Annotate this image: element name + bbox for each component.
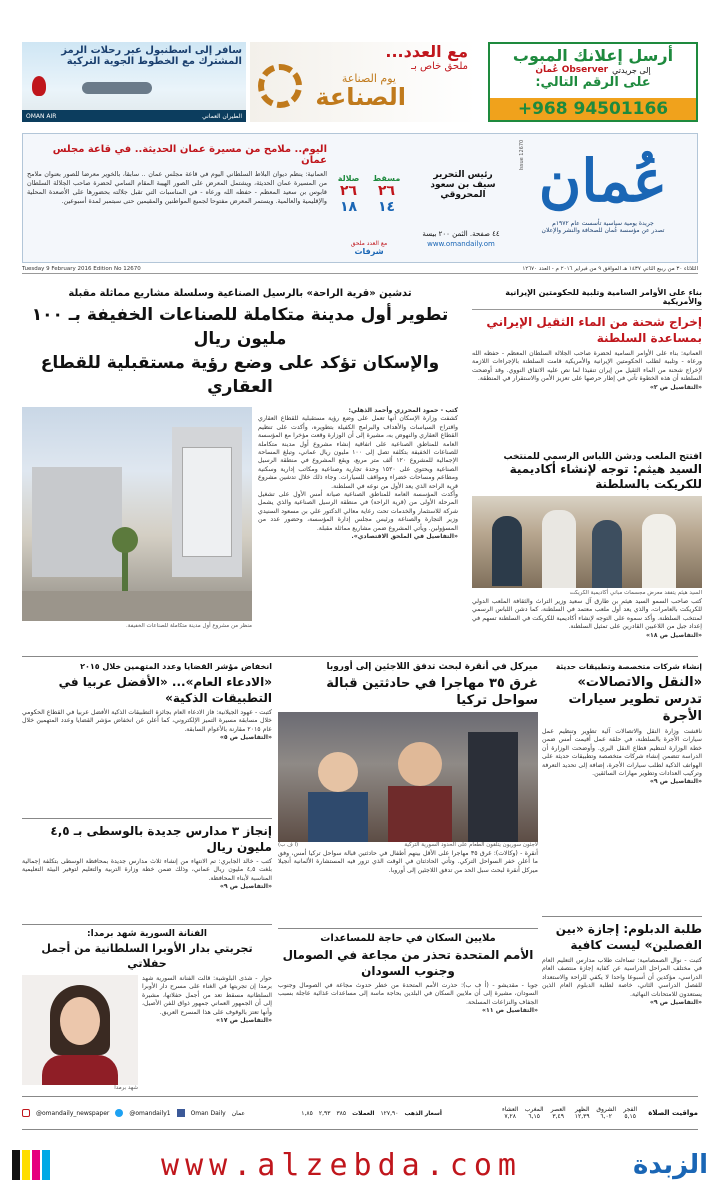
dateline-ar: الثلاثاء ٣٠ من ربيع الثاني ١٤٣٧ هـ الموافق ٩ من فبراير ٢٠١٦ م - العدد ١٢٦٧٠ [522,265,698,272]
prayer-times [498,1106,698,1120]
iran-headline: إخراج شحنة من الماء الثقيل الإيراني بمساعدة السلطنة [486,315,702,345]
cricket-continued: «التفاصيل ص ١٨» [646,631,702,639]
masthead-publisher: تصدر عن مؤسسة عُمان للصحافة والنشر والإعلان [541,227,665,234]
classified-ad[interactable] [488,42,698,122]
singer-caption: شهد برمدا [114,1085,138,1091]
cricket-caption: السيد هيثم يتفقد معرض مجسمات مباني أكاديمية الكريكت [569,590,702,596]
currency-label: العملات [352,1109,375,1117]
industry-ad-big: الصناعة [315,83,406,111]
weather-hi1: ٢٦ [378,183,396,199]
footer-bar [22,1096,698,1130]
diploma-body: كتبت - نوال الصمصامية: تساءلت طلاب مدارس التعليم العام في مختلف المراحل الدراسية عن كفاية إجازة منتصف العام الدراسي، مؤكدين أن أسبوعا واحدا لا يكفي للراحة والاستعداد للفصل الدراسي الثاني، خاصة لطلبة الدبلوم العام الذين يستعدون للامتحانات النهائية. [542,957,702,998]
schools-headline: إنجاز ٣ مدارس جديدة بالوسطى بـ ٤,٥ مليون ريال [50,824,272,854]
singer-story[interactable] [22,924,272,1092]
prayer-name: المغرب [524,1106,544,1113]
supplement-name: شرفات [354,247,384,256]
oman-air-ad[interactable] [22,42,246,122]
masthead-issn: Issue 12670 [519,139,526,171]
main-continued: «التفاصيل في الملحق الاقتصادي». [351,533,458,541]
currency-rate: ٣٨٥ [336,1109,347,1117]
diploma-continued: «التفاصيل ص ٩» [649,999,702,1007]
masthead [22,133,698,263]
industry-ad-line2: ملحق خاص بـ [411,61,468,72]
section-divider [22,656,698,657]
singer-continued: «التفاصيل ص ١٧» [216,1017,272,1025]
weather-city2: صلالة [337,174,360,183]
cricket-kicker: افتتح الملعب ودشن اللباس الرسمي للمنتخب [503,452,702,462]
refugees-body: أنقرة - (وكالات): غرق ٣٥ مهاجرا على الأقل بينهم أطفال في حادثتين قبالة سواحل تركيا أمس، وفق ما أعلن خفر السواحل التركي. وتأتي الحادثتان في الوقت الذي تزور فيه المستشارة الألمانية أنجيلا ميركل أنقرة لبحث سبل الحد من تدفق اللاجئين إلى أوروبا. [278,850,538,874]
watermark-logo[interactable]: الزبدة [633,1150,708,1180]
transport-story[interactable] [542,662,702,916]
prayer-time: ٧,٢٨ [504,1113,516,1120]
schools-body: كتب - خالد الجابري: تم الانتهاء من إنشاء ثلاث مدارس جديدة بمحافظة الوسطى بتكلفة إجمالية بلغت ٤,٥ مليون ريال عماني، وذلك ضمن خطة وزارة التربية والتعليم لتوفير البيئة التعليمية المناسبة لأبناء المحافظة. [22,858,272,882]
weather-box [331,174,407,238]
watermark-bar [0,1142,720,1188]
dateline-en: Tuesday 9 February 2016 Edition No 12670 [22,265,141,272]
oman-air-ad-line1: سافر إلى اسطنبول عبر رحلات الرمز [61,45,242,56]
refugees-story[interactable] [278,662,538,918]
prayer-time: ١٢,٣٩ [574,1113,590,1120]
industry-ad-line3: يوم الصناعة [341,72,396,85]
cricket-body: كتب صاحب السمو السيد هيثم بن طارق آل سعيد وزير التراث والثقافة الملعب الدولي للكريكت بالعامرات، والذي يعد أول ملعب معتمد في السلطنة، كما دشن اللباس الرسمي لمنتخب السلطنة. وأكد سموه على التوجه لإنشاء أكاديمية للكريكت في السلطنة تسهم في إعداد جيل من اللاعبين القادرين على تمثيل السلطنة. [472,598,702,631]
supplement-label[interactable] [331,240,407,256]
weather-lo1: ١٤ [378,199,396,215]
gold-rate: ١٢٧,٩٠ [380,1109,399,1117]
logo-block [515,139,691,256]
currency-rate: ٢,٩٣ [318,1109,331,1117]
iran-kicker: بناء على الأوامر السامية وتلبية للحكومتين الإيرانية والأمريكية [472,288,702,310]
prayer-time: ٥,١٥ [624,1113,636,1120]
facebook-icon [177,1109,185,1117]
tulip-icon [32,76,46,96]
social-twitter[interactable]: @omandaily1 [129,1109,171,1117]
weather-hi2: ٢٦ [340,183,358,199]
social-links [22,1109,245,1117]
iran-story[interactable] [472,288,702,450]
prayer-name: الشروق [596,1106,617,1113]
iran-body: العمانية: بناء على الأوامر السامية لحضرة صاحب الجلالة السلطان المعظم - حفظه الله ورعاه - وتلبية لطلب الحكومتين الإيرانية والأمريكية قامت السلطنة بالإجراءات اللازمة لإخراج شحنة من الماء الثقيل من إيران تنفيذا لما نص عليه الاتفاق النووي. وقد أوضحت السلطنة أن هذه الخطوة تأتي في إطار حرصها على تعزيز الأمن والاستقرار في المنطقة. [472,350,702,383]
weather-lo2: ١٨ [340,199,358,215]
iran-continued: «التفاصيل ص ٢» [649,383,702,391]
prosecution-continued: «التفاصيل ص ٥» [219,734,272,742]
refugees-credit: (أ ف ب) [278,842,299,848]
diploma-kicker: طلبة الدبلوم: إجازة «بين الفصلين» ليست كافية [555,922,702,952]
transport-headline: «النقل والاتصالات» تدرس تطوير سيارات الأجرة [568,675,702,724]
cricket-photo [472,496,702,588]
website[interactable]: www.omandaily.om [427,240,495,248]
prayer-time: ٣,٤٩ [552,1113,564,1120]
weather-city1: مسقط [372,174,401,183]
somalia-story[interactable] [278,928,538,1092]
cricket-headline: السيد هيثم: توجه لإنشاء أكاديمية للكريكت بالسلطنة [509,462,702,491]
prayer-name: العصر [550,1106,566,1113]
refugees-headline: غرق ٣٥ مهاجرا في حادثتين قبالة سواحل تركيا [326,676,538,708]
somalia-kicker: ملايين السكان في حاجة للمساعدات [320,933,496,944]
main-byline: كتب - حمود المحرزي وأحمد الذهلي: [348,407,458,414]
teaser-block[interactable] [27,144,327,256]
classified-ad-line3: على الرقم التالي: [535,75,651,90]
currency-rate: ١,٨٥ [301,1109,313,1117]
main-headline1: تطوير أول مدينة متكاملة للصناعات الخفيفة بـ ١٠٠ مليون ريال [31,305,449,349]
oman-air-ad-line2: المشترك مع الخطوط الجوية التركية [66,56,242,67]
refugees-photo [278,712,538,842]
classified-ad-papers: Observer عُمان [535,65,609,75]
schools-continued: «التفاصيل ص ٩» [219,883,272,891]
classified-ad-line2: إلى جريدتي [612,65,651,75]
watermark-url[interactable]: www.alzebda.com [161,1147,522,1183]
dateline-bar [22,264,698,274]
transport-body: ناقشت وزارة النقل والاتصالات آلية تطوير وتنظيم عمل سيارات الأجرة بالسلطنة، في حلقة عمل أقيمت أمس ضمن خطة الوزارة لتنظيم قطاع النقل البري. وأوضحت الوزارة أن الدراسة تتضمن إنشاء شركات متخصصة وتطبيقات حديثة على الهواتف الذكية لطلب سيارات الأجرة، إضافة إلى تحديد التعرفة وتركيب العدادات وتطوير مهارات السائقين. [542,728,702,778]
somalia-body: جوبا - مقديشو - (أ ف ب): حذرت الأمم المتحدة من خطر حدوث مجاعة في الصومال وجنوب السودان، مشيرة إلى أن ملايين السكان في البلدين بحاجة ماسة إلى مساعدات غذائية عاجلة بسبب الجفاف والنزاعات المسلحة. [278,982,538,1006]
singer-photo [22,975,138,1085]
singer-body: حوار - شذى البلوشية: قالت الفنانة السورية شهد برمدا إن تجربتها في الغناء على مسرح دار الأوبرا السلطانية مسقط تعد من أجمل حفلاتها، مشيرة إلى أن الجمهور العماني جمهور ذواق للفن الأصيل، وأنها تعتز بالوقوف على هذا المسرح العريق. [142,975,272,1016]
singer-kicker: الفنانة السورية شهد برمدا: [87,929,207,939]
gold-rates [301,1110,442,1117]
prayer-name: العشاء [502,1106,519,1113]
main-kicker: تدشين «قرية الراحة» بالرسيل الصناعية وسلسلة مشاريع مماثلة مقبلة [68,288,412,299]
prosecution-kicker: انخفاض مؤشر القضايا وعدد المتهمين خلال ٢٠١٥ [80,662,272,671]
prosecution-body: كتبت - عهود الجيلانية: فاز الادعاء العام بجائزة التطبيقات الذكية الأفضل عربيا في القطاع الحكومي خلال مسابقة مسيرة التميز الإلكتروني، كما أعلن عن انخفاض مؤشر القضايا وعدد المتهمين خلال عام ٢٠١٥ مقارنة بالأعوام السابقة. [22,709,272,733]
refugees-kicker: ميركل في أنقرة لبحث تدفق اللاجئين إلى أوروبا [326,662,538,672]
transport-kicker: إنشاء شركات متخصصة وتطبيقات حديثة [555,662,702,671]
refugees-caption: لاجئون سوريون يتلقون الطعام على الحدود السورية التركية [404,842,538,848]
cricket-story[interactable] [472,452,702,652]
social-app[interactable]: عمان [231,1109,245,1117]
masthead-tagline: جريدة يومية سياسية تأسست عام ١٩٧٢م [552,220,654,227]
prayer-label: مواقيت الصلاة [648,1109,698,1117]
instagram-icon [22,1109,30,1117]
gold-label: أسعار الذهب [404,1109,442,1117]
schools-story[interactable] [22,818,272,918]
teaser-body: العمانية: ينظم ديوان البلاط السلطاني اليوم في قاعة مجلس عمان .. سابقا، بالخوير معرضا للصور بعنوان ملامح من المسيرة عمان الحديثة، ويشتمل المعرض على الصور الهيبة المقام السامي لحضرة صاحب الجلالة السلطان قابوس بن سعيد المعظم - حفظه الله ورعاه - في المناسبات التي تقبل جلالته بحضورها على الأصعدة المحلية والإقليمية والعالمية. ويستمر المعرض مفتوحا لجميع المواطنين والمقيمين حتى سبتمبر لمدة أسبوعين. [27,170,327,205]
pages-price: ٤٤ صفحة. الثمن ٢٠٠ بيسة [422,230,500,238]
prayer-name: الظهر [574,1106,590,1113]
color-bars [12,1150,50,1180]
airplane-icon [82,82,152,94]
prayer-name: الفجر [623,1106,638,1113]
somalia-continued: «التفاصيل ص ١١» [482,1007,538,1015]
classified-ad-phone: +968 94501166 [490,98,696,120]
twitter-icon [115,1109,123,1117]
top-ads-row [22,42,698,122]
editor-title: رئيس التحرير [433,170,493,180]
classified-ad-line1: أرسل إعلانك المبوب [512,46,674,65]
main-body2: وأكدت المؤسسة العامة للمناطق الصناعية صيانة أمس الأول على تشغيل المرحلة الأولى من (قرية الراحة) في منطقة الرسيل الصناعية والذي يشمل شركة للاستثمار والخدمات تحت رعاية معالي الدكتور علي بن مسعود السنيدي وزير التجارة والصناعة ورئيس مجلس إدارة المؤسسة، وحضور عدد من المسؤولين. ويأتي المشروع ضمن مشاريع مماثلة مقبلة. [258,491,458,532]
social-facebook[interactable]: Oman Daily [190,1109,226,1117]
prayer-time: ٦,٠٢ [600,1113,612,1120]
main-story[interactable] [22,288,458,652]
prosecution-story[interactable] [22,662,272,812]
supplement-text: مع العدد ملحق [350,240,388,247]
prosecution-headline: «الادعاء العام»... «الأفضل عربيا في التطبيقات الذكية» [58,675,272,705]
somalia-headline: الأمم المتحدة تحذر من مجاعة في الصومال وجنوب السودان [282,948,534,978]
teaser-headline: اليوم.. ملامح من مسيرة عمان الحديثة.. في قاعة مجلس عمان [52,144,327,166]
main-headline2: والإسكان تؤكد على وضع رؤية مستقبلية للقطاع العقاري [40,353,440,397]
social-instagram[interactable]: @omandaily_newspaper [36,1109,110,1117]
masthead-logo[interactable]: عُمان [538,147,668,215]
prayer-time: ٦,١٥ [528,1113,540,1120]
gear-icon [258,64,302,108]
editor-block [415,170,511,200]
transport-continued: «التفاصيل ص ٩» [649,778,702,786]
singer-headline: تجربتي بدار الأوبرا السلطانية من أجمل حفلاتي [41,942,253,970]
industry-ad-line1: مع العدد... [385,42,468,61]
main-photo [22,407,252,621]
oman-air-brand-ar: الطيران العماني [202,112,242,120]
industry-day-ad[interactable] [250,42,476,122]
main-caption: منظر من مشروع أول مدينة متكاملة للصناعات الخفيفة. [126,623,252,629]
editor-name: سيف بن سعود المحروقي [430,180,496,200]
diploma-story[interactable] [542,916,702,1092]
oman-air-brand: OMAN AIR [26,112,57,120]
main-body: كشفت وزارة الإسكان أنها تعمل على وضع رؤية مستقبلية للقطاع العقاري واقتراح السياسات والأهداف والبرامج الكفيلة بتطويره، وأكدت على تنظيم القطاع العقاري والنهوض به، مشيرة إلى أن الوزارة وقعت مؤخرا مع المؤسسة العامة للمناطق الصناعية على اتفاقية إنشاء مشروع أول مدينة متكاملة للصناعات الخفيفة بتكلفة تصل إلى ١٠٠ مليون ريال عماني، وتبلغ المساحة الإجمالية للمشروع ١٢٠ ألف متر مربع، ويقع المشروع في منطقة الرسيل الصناعية ويحتوي على ١٥٢٠ وحدة تجارية وصناعية ومكاتب إدارية وسكنية ومطاعم ومساحات خضراء ومواقف للسيارات. وجاء ذلك خلال تدشين مشروع قرية الراحة الذي يعد الأول من نوعه في السلطنة. [258,415,458,490]
